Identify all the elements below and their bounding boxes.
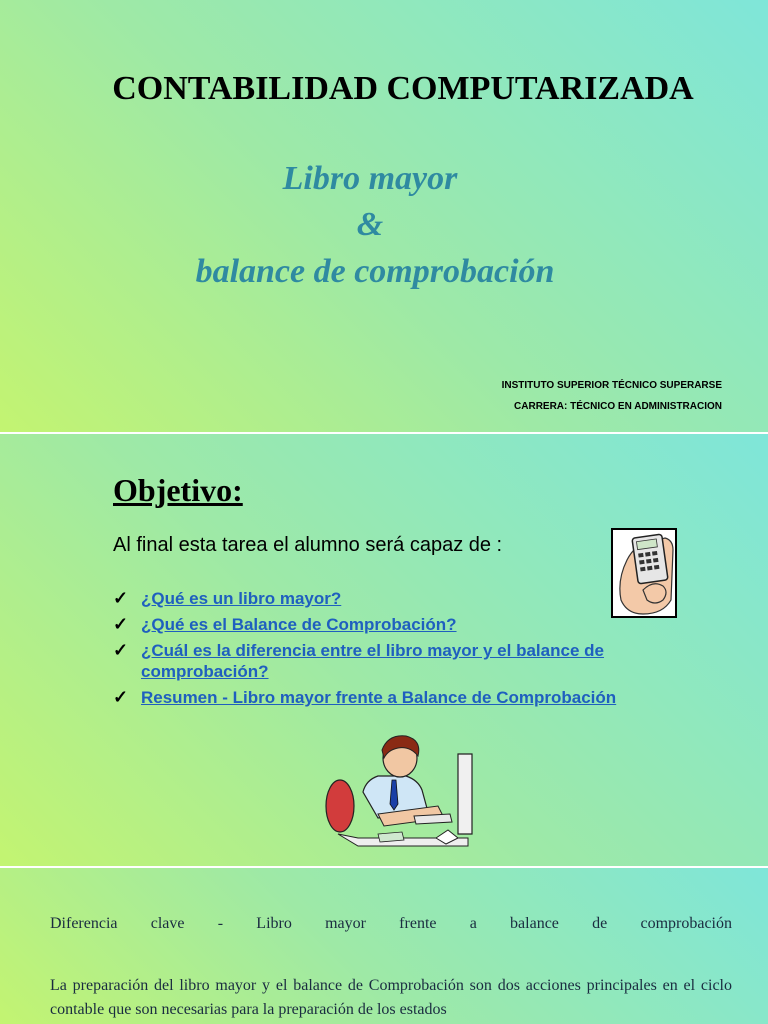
institute-name: INSTITUTO SUPERIOR TÉCNICO SUPERARSE [501, 380, 722, 391]
career-name: CARRERA: TÉCNICO EN ADMINISTRACION [514, 401, 722, 412]
subtitle-ampersand: & [356, 206, 384, 243]
check-icon: ✓ [113, 687, 129, 707]
list-item [113, 640, 693, 682]
calculator-hand-icon [611, 528, 677, 618]
office-worker-icon [318, 734, 478, 859]
title-slide [0, 0, 768, 432]
key-difference-heading: Diferencia clave - Libro mayor frente a balance de comprobación [50, 915, 732, 932]
list-item [113, 588, 693, 609]
link-que-es-libro-mayor[interactable]: ¿Qué es un libro mayor? [141, 589, 342, 608]
subtitle-line-1: Libro mayor [282, 160, 458, 197]
link-que-es-balance[interactable]: ¿Qué es el Balance de Comprobación? [141, 615, 457, 634]
objective-list [113, 588, 693, 713]
check-icon: ✓ [113, 640, 129, 660]
objective-intro: Al final esta tarea el alumno será capaz de : [113, 534, 503, 556]
content-slide [0, 868, 768, 1024]
link-diferencia[interactable]: ¿Cuál es la diferencia entre el libro mayor y el balance de comprobación? [141, 641, 604, 681]
presentation-title: CONTABILIDAD COMPUTARIZADA [112, 70, 694, 107]
objective-slide [0, 434, 768, 866]
link-resumen[interactable]: Resumen - Libro mayor frente a Balance de Comprobación [141, 688, 617, 707]
subtitle-line-3: balance de comprobación [195, 253, 555, 290]
check-icon: ✓ [113, 588, 129, 608]
check-icon: ✓ [113, 614, 129, 634]
objective-heading: Objetivo: [113, 472, 243, 508]
list-item [113, 614, 693, 635]
key-difference-paragraph: La preparación del libro mayor y el balance de Comprobación son dos acciones principales en el ciclo contable que son necesarias para la preparación de los estados [50, 977, 732, 1018]
list-item [113, 687, 693, 708]
